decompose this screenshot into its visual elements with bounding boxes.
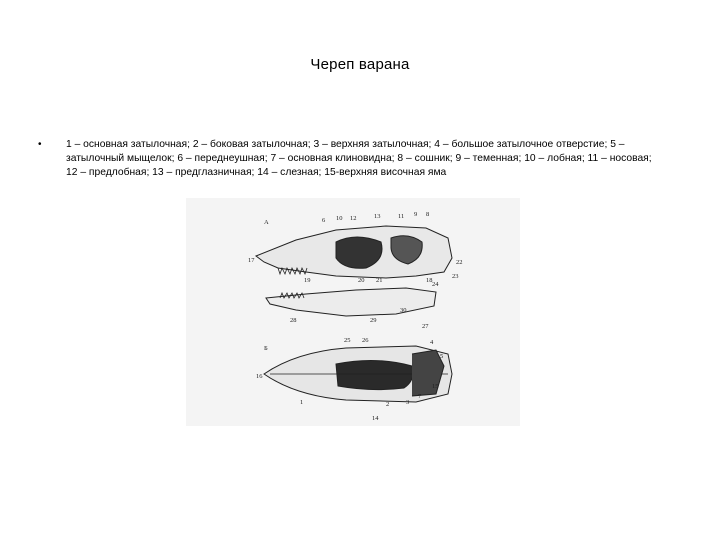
label-28: 14: [372, 415, 379, 422]
label-9: 23: [452, 273, 459, 280]
label-19: 25: [344, 337, 351, 344]
skull-drawing: [186, 198, 520, 426]
label-24: 1: [300, 399, 304, 406]
label-1: 10: [336, 215, 343, 222]
label-12: 21: [376, 277, 383, 284]
label-6: 8: [426, 211, 430, 218]
label-10: 19: [304, 277, 311, 284]
dorsal-dark-region: [336, 360, 413, 389]
bullet-icon: •: [38, 139, 42, 150]
panel-b-letter: Б: [264, 345, 268, 352]
caption-bullet-item: [38, 138, 658, 181]
label-14: 28: [290, 317, 297, 324]
label-3: 13: [374, 213, 381, 220]
label-26: 3: [406, 399, 410, 406]
label-5: 9: [414, 211, 418, 218]
label-15: 24: [432, 281, 439, 288]
label-23: 5: [440, 353, 444, 360]
caption-text: 1 – основная затылочная; 2 – боковая затылочная; 3 – верхняя затылочная; 4 – большое затылочное отверстие; 5 – затылочный мыщелок; 6 – переднеушная; 7 – основная клиновидна; 8 – сошник; 9 – теменная; 10 – лобная; 11 – носовая; 12 – предлобная; 13 – предглазничная; 14 – слезная; 15-верхняя височная яма: [66, 139, 652, 179]
label-4: 11: [398, 213, 405, 220]
label-0: 6: [322, 217, 326, 224]
skull-illustration: [186, 198, 520, 426]
label-18: 27: [422, 323, 429, 330]
slide-title: Череп варана: [310, 56, 410, 73]
label-27: 7: [418, 393, 422, 400]
label-22: 4: [430, 339, 434, 346]
label-11: 20: [358, 277, 365, 284]
label-20: 26: [362, 337, 369, 344]
label-29: 15: [432, 383, 439, 390]
label-8: 22: [456, 259, 463, 266]
panel-a-letter: A: [264, 219, 269, 226]
label-13: 18: [426, 277, 433, 284]
label-16: 29: [370, 317, 377, 324]
label-2: 12: [350, 215, 357, 222]
label-17: 30: [400, 307, 407, 314]
label-7: 17: [248, 257, 255, 264]
label-25: 2: [386, 401, 390, 408]
label-21: 16: [256, 373, 263, 380]
